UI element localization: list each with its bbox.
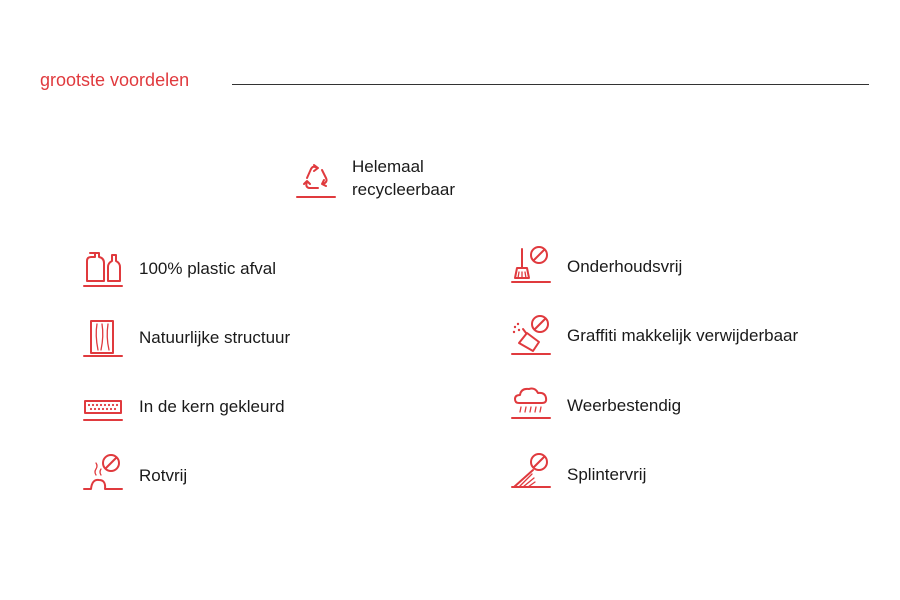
- feature-label: Natuurlijke structuur: [139, 327, 291, 347]
- feature-label: In de kern gekleurd: [139, 396, 285, 416]
- weather-cloud-icon: [509, 383, 553, 427]
- feature-label: Graffiti makkelijk verwijderbaar: [567, 325, 799, 345]
- feature-plastic-waste: [81, 246, 276, 290]
- feature-label: Helemaal recycleerbaar: [352, 157, 455, 199]
- feature-label: 100% plastic afval: [139, 258, 277, 278]
- feature-rot-free: [81, 453, 187, 497]
- no-graffiti-spray-icon: [509, 313, 553, 357]
- header-divider: [232, 84, 869, 85]
- feature-colored-core: [81, 384, 285, 428]
- feature-label: Rotvrij: [139, 465, 188, 485]
- no-rot-icon: [81, 453, 125, 497]
- no-splinter-icon: [509, 452, 553, 496]
- wood-grain-icon: [81, 315, 125, 359]
- feature-recyclable: [294, 155, 502, 201]
- feature-maintenance-free: [509, 244, 682, 288]
- colored-core-icon: [81, 384, 125, 428]
- plastic-bottles-icon: [81, 246, 125, 290]
- feature-splinter-free: [509, 452, 646, 496]
- feature-graffiti-removable: [509, 313, 798, 357]
- recycle-icon: [294, 156, 338, 200]
- no-brush-icon: [509, 244, 553, 288]
- section-title: grootste voordelen: [40, 70, 190, 90]
- feature-label: Weerbestendig: [567, 395, 682, 415]
- feature-weather-resistant: [509, 383, 681, 427]
- section-header: [40, 68, 869, 92]
- feature-natural-structure: [81, 315, 290, 359]
- feature-label: Onderhoudsvrij: [567, 256, 683, 276]
- feature-label: Splintervrij: [567, 464, 647, 484]
